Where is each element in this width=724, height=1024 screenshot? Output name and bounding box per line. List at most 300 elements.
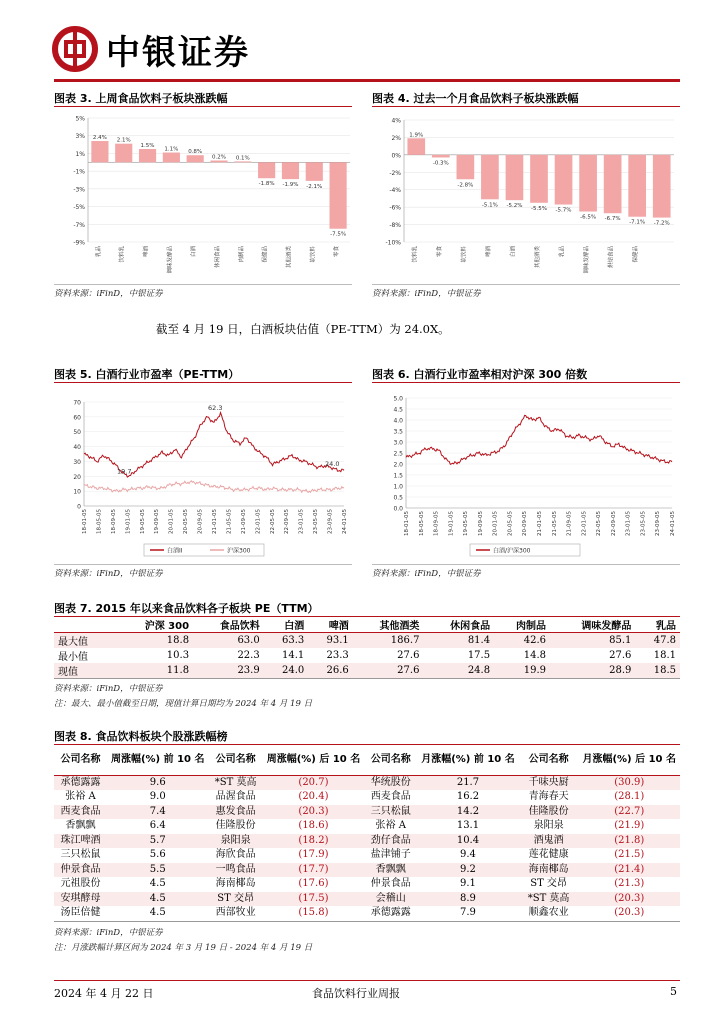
change-cell: (18.6) <box>298 820 329 831</box>
company-name-cell: 香飘飘 <box>375 863 406 875</box>
change-cell: (20.3) <box>298 805 329 817</box>
fig4-chart <box>372 108 680 280</box>
x-tick-label: 19-05-05 <box>463 511 470 536</box>
series-line-白酒/沪深300 <box>406 415 672 464</box>
fig3-chart <box>54 108 354 280</box>
x-tick-label: 乳品 <box>95 246 102 258</box>
fig8-col: 公司名称 <box>60 753 101 765</box>
x-tick-label: 19-09-05 <box>154 509 161 534</box>
change-cell: (18.2) <box>298 834 329 846</box>
change-cell: 7.4 <box>149 805 166 817</box>
change-cell: (15.8) <box>298 907 329 918</box>
change-cell: (20.3) <box>614 892 645 904</box>
change-cell: (17.6) <box>298 878 329 889</box>
data-label: 2.4% <box>92 135 107 142</box>
table-row <box>54 648 680 663</box>
cell: 10.3 <box>166 650 190 661</box>
x-tick-label: 饮料乳 <box>119 246 126 263</box>
x-tick-label: 烘焙食品 <box>608 245 615 269</box>
fig8-table <box>54 745 680 922</box>
change-cell: (21.3) <box>614 878 645 889</box>
company-name-cell: 仲景食品 <box>370 878 411 889</box>
y-tick-label: 1% <box>75 150 85 158</box>
footer-title: 食品饮料行业周报 <box>312 987 400 1000</box>
fig6-rule <box>372 382 680 383</box>
y-tick-label: 40 <box>73 444 81 452</box>
y-tick-label: 0 <box>77 503 81 511</box>
cell: 85.1 <box>609 635 632 646</box>
fig7-col: 休闲食品 <box>450 621 491 632</box>
fig8-col: 公司名称 <box>370 753 411 765</box>
data-label: 0.1% <box>235 155 250 162</box>
fig7-col: 其他酒类 <box>379 621 420 632</box>
page-number: 5 <box>670 985 677 998</box>
change-cell: (21.4) <box>614 863 645 875</box>
fig4-source: 资料来源：iFinD，中银证券 <box>372 289 481 299</box>
company-name-cell: ST 交昂 <box>530 878 567 889</box>
data-label: -2.8% <box>457 182 474 189</box>
bar <box>330 162 347 228</box>
data-label: 1.1% <box>164 146 179 153</box>
data-label: -0.3% <box>432 160 449 167</box>
y-tick-label: 1.0 <box>393 483 403 491</box>
bar <box>282 162 299 179</box>
y-tick-label: 0.0 <box>393 505 403 513</box>
fig7-col: 沪深 300 <box>144 621 190 632</box>
y-tick-label: 3.5 <box>393 428 403 436</box>
company-name-cell: 元祖股份 <box>60 878 101 889</box>
x-tick-label: 21-05-05 <box>226 509 233 534</box>
change-cell: (21.8) <box>614 834 645 846</box>
bar <box>481 155 499 199</box>
data-label: -5.5% <box>531 205 547 212</box>
y-tick-label: 1.5 <box>393 472 403 480</box>
data-label: 0.2% <box>212 154 226 161</box>
legend-label: 白酒/沪深300 <box>493 547 531 555</box>
y-tick-label: 0% <box>391 152 401 160</box>
bar <box>604 155 622 213</box>
x-tick-label: 18-01-05 <box>82 509 88 534</box>
fig8-col: 公司名称 <box>215 753 256 765</box>
fig7-col: 啤酒 <box>328 621 349 632</box>
change-cell: 5.6 <box>149 849 166 860</box>
valuation-paragraph: 截至 4 月 19 日，白酒板块估值（PE-TTM）为 24.0X。 <box>156 322 450 336</box>
change-cell: 6.4 <box>149 820 166 831</box>
change-cell: 7.9 <box>460 907 476 918</box>
y-tick-label: 2.0 <box>393 461 403 469</box>
change-cell: (20.4) <box>298 791 329 802</box>
footer-rule <box>54 980 680 981</box>
change-cell: 4.5 <box>149 878 166 889</box>
company-name-cell: ST 交昂 <box>217 892 254 904</box>
bar <box>530 155 548 203</box>
company-name-cell: 佳隆股份 <box>528 805 569 817</box>
fig8-header-row <box>54 745 680 775</box>
y-tick-label: 4.0 <box>393 417 403 425</box>
company-name-cell: 会稽山 <box>375 892 406 904</box>
bar <box>163 153 180 163</box>
fig8-col: 周涨幅(%) 前 10 名 <box>110 753 205 765</box>
company-name-cell: *ST 莫高 <box>527 892 570 904</box>
table-row <box>54 633 680 649</box>
fig7-note: 注：最大、最小值截至日期，现值计算日期均为 2024 年 4 月 19 日 <box>54 699 313 709</box>
cell: 63.0 <box>237 635 260 646</box>
fig6-chart <box>372 388 678 562</box>
table-row <box>54 834 680 849</box>
x-tick-label: 20-01-05 <box>492 511 499 536</box>
data-label: -5.7% <box>555 207 572 214</box>
y-tick-label: 5% <box>75 115 85 123</box>
company-name-cell: 酒鬼酒 <box>533 834 564 846</box>
fig8-title: 图表 8. 食品饮料板块个股涨跌幅榜 <box>54 730 228 743</box>
y-tick-label: -8% <box>389 222 401 230</box>
cell: 28.9 <box>609 665 632 676</box>
bar <box>234 161 251 162</box>
bar <box>115 144 132 163</box>
fig8-note: 注：月涨跌幅计算区间为 2024 年 3 月 19 日 - 2024 年 4 月 19 日 <box>54 943 313 953</box>
y-tick-label: 60 <box>73 414 81 422</box>
fig7-col: 白酒 <box>284 621 305 632</box>
change-cell: 8.9 <box>460 892 476 904</box>
cell: 63.3 <box>281 635 305 646</box>
legend-label: 白酒II <box>167 547 183 555</box>
x-tick-label: 19-01-05 <box>125 509 132 534</box>
change-cell: (21.5) <box>614 849 645 860</box>
table-row <box>54 863 680 878</box>
annotation: 24.0 <box>325 459 340 468</box>
cell: 18.5 <box>653 665 676 676</box>
change-cell: 14.2 <box>456 805 480 817</box>
data-label: 1.5% <box>140 143 155 149</box>
bar <box>555 155 573 205</box>
data-label: -7.1% <box>629 219 646 226</box>
y-tick-label: 70 <box>73 399 81 407</box>
x-tick-label: 零食 <box>334 246 341 258</box>
fig7-source: 资料来源：iFinD，中银证券 <box>54 684 163 694</box>
change-cell: (17.7) <box>298 863 329 875</box>
fig4-rule <box>372 106 680 107</box>
y-tick-label: 3% <box>75 133 85 141</box>
y-tick-label: 10 <box>73 488 81 496</box>
bar <box>139 149 156 162</box>
company-name-cell: 品渥食品 <box>215 791 256 802</box>
company-name-cell: 西麦食品 <box>370 791 411 802</box>
bar <box>432 155 450 158</box>
company-name-cell: *ST 莫高 <box>214 776 257 788</box>
bar <box>91 141 108 162</box>
fig8-col: 月涨幅(%) 前 10 名 <box>421 753 515 765</box>
cell: 186.7 <box>390 635 420 646</box>
x-tick-label: 20-05-05 <box>183 509 190 534</box>
cell: 24.0 <box>281 665 305 676</box>
cell: 22.3 <box>237 650 260 661</box>
y-tick-label: 30 <box>73 458 81 466</box>
x-tick-label: 软饮料 <box>461 246 468 263</box>
fig4-title: 图表 4. 过去一个月食品饮料子板块涨跌幅 <box>372 92 579 105</box>
fig5-title: 图表 5. 白酒行业市盈率（PE-TTM） <box>54 368 240 381</box>
data-label: -5.2% <box>506 203 523 210</box>
company-name-cell: 华统股份 <box>370 776 411 788</box>
annotation: 62.3 <box>208 404 223 413</box>
fig3-bottom-rule <box>54 284 352 285</box>
y-tick-label: -9% <box>73 239 85 247</box>
footer-date: 2024 年 4 月 22 日 <box>54 987 154 1000</box>
x-tick-label: 调味发酵品 <box>584 246 591 274</box>
x-tick-label: 乳品 <box>559 246 566 258</box>
change-cell: 4.5 <box>149 907 166 918</box>
change-cell: (22.7) <box>614 805 645 817</box>
fig5-rule <box>54 382 352 383</box>
y-tick-label: -10% <box>385 239 401 247</box>
x-tick-label: 19-09-05 <box>477 511 484 536</box>
company-name-cell: 西部牧业 <box>215 907 256 918</box>
x-tick-label: 啤酒 <box>485 246 492 258</box>
company-name-cell: 张裕 A <box>65 791 96 802</box>
x-tick-label: 调味发酵品 <box>167 246 174 274</box>
fig7-col: 肉制品 <box>516 621 546 632</box>
x-tick-label: 白酒 <box>191 246 198 258</box>
x-tick-label: 保健品 <box>262 246 269 263</box>
bar <box>653 155 671 218</box>
company-name-cell: 惠发食品 <box>215 805 256 817</box>
company-name-cell: 珠江啤酒 <box>60 834 101 846</box>
fig7-col: 调味发酵品 <box>581 621 632 632</box>
brand-name: 中银证券 <box>106 32 250 73</box>
fig4-bottom-rule <box>372 284 680 285</box>
data-label: 2.1% <box>116 137 131 144</box>
x-tick-label: 18-09-05 <box>433 511 440 536</box>
fig7-corner <box>54 617 116 633</box>
x-tick-label: 20-09-05 <box>522 511 529 536</box>
change-cell: 13.1 <box>456 820 480 831</box>
company-name-cell: 海南椰岛 <box>215 878 256 889</box>
change-cell: 10.4 <box>456 834 480 846</box>
table-row <box>54 819 680 834</box>
bar <box>628 155 646 217</box>
company-name-cell: 泉阳泉 <box>220 834 251 846</box>
cell: 23.3 <box>326 650 349 661</box>
y-tick-label: 5.0 <box>393 395 403 403</box>
series-line-沪深300 <box>84 481 344 493</box>
fig3-source: 资料来源：iFinD，中银证券 <box>54 289 163 299</box>
company-name-cell: 一鸣食品 <box>215 863 256 875</box>
table-row <box>54 790 680 805</box>
data-label: -2.1% <box>306 183 323 190</box>
row-label: 现值 <box>58 667 78 678</box>
brand-header <box>52 22 250 76</box>
y-tick-label: 2.5 <box>393 450 403 458</box>
cell: 19.9 <box>523 665 546 676</box>
x-tick-label: 23-09-05 <box>327 509 334 534</box>
data-label: 0.8% <box>188 149 203 156</box>
x-tick-label: 19-01-05 <box>448 511 455 536</box>
x-tick-label: 零食 <box>436 246 443 258</box>
data-label: 1.9% <box>409 132 424 139</box>
cell: 42.6 <box>523 635 546 646</box>
y-tick-label: -4% <box>389 187 401 195</box>
x-tick-label: 肉制品 <box>238 246 245 263</box>
row-label: 最小值 <box>58 652 88 663</box>
fig8-col: 月涨幅(%) 后 10 名 <box>582 753 676 765</box>
cell: 18.1 <box>653 650 676 661</box>
company-name-cell: 青海春天 <box>528 791 569 802</box>
x-tick-label: 18-05-05 <box>96 509 103 534</box>
company-name-cell: 莲花健康 <box>528 849 569 860</box>
data-label: -1.9% <box>282 182 299 189</box>
fig7-col: 食品饮料 <box>219 621 260 632</box>
x-tick-label: 23-05-05 <box>313 509 320 534</box>
cell: 23.9 <box>237 665 260 676</box>
company-name-cell: 千味央厨 <box>528 776 569 788</box>
y-tick-label: -1% <box>73 168 85 176</box>
change-cell: 21.7 <box>456 776 480 788</box>
cell: 14.8 <box>523 650 546 661</box>
fig5-source: 资料来源：iFinD，中银证券 <box>54 569 163 579</box>
fig3-title: 图表 3. 上周食品饮料子板块涨跌幅 <box>54 92 228 105</box>
y-tick-label: -2% <box>389 169 401 177</box>
data-label: -7.5% <box>330 231 347 238</box>
x-tick-label: 白酒 <box>510 246 517 258</box>
change-cell: 9.4 <box>460 849 476 860</box>
table-row <box>54 848 680 863</box>
x-tick-label: 23-05-05 <box>640 511 647 536</box>
cell: 27.6 <box>609 650 632 661</box>
company-name-cell: 张裕 A <box>375 820 406 831</box>
y-tick-label: -7% <box>73 221 85 229</box>
x-tick-label: 22-05-05 <box>596 511 603 536</box>
table-row <box>54 663 680 679</box>
change-cell: 4.5 <box>149 892 166 904</box>
fig3-rule <box>54 106 352 107</box>
company-name-cell: 泉阳泉 <box>533 820 564 831</box>
legend-label: 沪深300 <box>227 547 251 555</box>
cell: 26.6 <box>326 665 349 676</box>
x-tick-label: 24-01-05 <box>342 509 348 534</box>
x-tick-label: 20-09-05 <box>197 509 204 534</box>
x-tick-label: 22-09-05 <box>610 511 617 536</box>
company-name-cell: 佳隆股份 <box>215 820 256 831</box>
company-name-cell: 承德露露 <box>60 776 101 788</box>
x-tick-label: 保健品 <box>633 246 640 263</box>
cell: 24.8 <box>467 665 491 676</box>
x-tick-label: 18-05-05 <box>418 511 425 536</box>
x-tick-label: 啤酒 <box>143 246 150 258</box>
fig5-chart <box>54 388 352 562</box>
change-cell: (30.9) <box>614 776 645 788</box>
change-cell: 16.2 <box>456 791 480 802</box>
x-tick-label: 21-01-05 <box>537 511 543 536</box>
y-tick-label: -5% <box>73 204 85 212</box>
change-cell: 5.7 <box>149 834 166 846</box>
bar <box>306 162 323 181</box>
fig7-title: 图表 7. 2015 年以来食品饮料各子板块 PE（TTM） <box>54 602 319 615</box>
data-label: -5.1% <box>481 202 498 209</box>
company-name-cell: 海南椰岛 <box>528 863 569 875</box>
fig8-source: 资料来源：iFinD，中银证券 <box>54 928 163 938</box>
x-tick-label: 18-01-05 <box>404 511 410 536</box>
change-cell: (17.5) <box>298 892 329 904</box>
x-tick-label: 19-05-05 <box>139 509 146 534</box>
company-name-cell: 劲仔食品 <box>370 834 411 846</box>
x-tick-label: 软饮料 <box>310 246 317 263</box>
company-name-cell: 三只松鼠 <box>370 805 411 817</box>
x-tick-label: 22-01-05 <box>255 509 262 534</box>
x-tick-label: 23-01-05 <box>625 511 632 536</box>
x-tick-label: 22-01-05 <box>581 511 588 536</box>
x-tick-label: 22-05-05 <box>269 509 276 534</box>
bar <box>187 155 204 162</box>
cell: 47.8 <box>653 635 676 646</box>
row-label: 最大值 <box>58 637 88 648</box>
change-cell: 9.1 <box>460 878 476 889</box>
y-tick-label: -3% <box>73 186 85 194</box>
fig6-bottom-rule <box>372 564 680 565</box>
x-tick-label: 23-09-05 <box>655 511 662 536</box>
table-row <box>54 877 680 892</box>
company-name-cell: 香飘飘 <box>65 820 96 831</box>
x-tick-label: 18-09-05 <box>110 509 117 534</box>
x-tick-label: 21-01-05 <box>212 509 218 534</box>
company-name-cell: 盐津铺子 <box>370 849 411 860</box>
change-cell: 5.5 <box>149 863 166 875</box>
x-tick-label: 21-09-05 <box>240 509 247 534</box>
y-tick-label: 20 <box>73 473 81 481</box>
company-name-cell: 安琪酵母 <box>60 892 101 904</box>
data-label: -7.2% <box>653 220 670 227</box>
y-tick-label: 2% <box>391 134 401 142</box>
change-cell: (20.3) <box>614 907 645 918</box>
fig7-header-row <box>54 617 680 633</box>
fig8-col: 公司名称 <box>528 753 569 765</box>
x-tick-label: 23-01-05 <box>298 509 305 534</box>
data-label: -6.7% <box>604 216 621 223</box>
bar <box>210 161 227 163</box>
company-name-cell: 汤臣倍健 <box>60 907 101 918</box>
annotation: 19.7 <box>117 467 132 476</box>
fig6-title: 图表 6. 白酒行业市盈率相对沪深 300 倍数 <box>372 368 588 381</box>
cell: 81.4 <box>467 635 491 646</box>
x-tick-label: 饮料乳 <box>412 246 419 263</box>
change-cell: (28.1) <box>614 791 645 802</box>
change-cell: (17.9) <box>298 849 329 860</box>
change-cell: (20.7) <box>298 776 329 788</box>
x-tick-label: 20-05-05 <box>507 511 514 536</box>
x-tick-label: 其他酒类 <box>286 245 293 269</box>
table-row <box>54 775 680 790</box>
fig7-col: 乳品 <box>656 621 676 632</box>
y-tick-label: 0.5 <box>393 494 403 502</box>
boc-logo-icon <box>52 26 98 72</box>
x-tick-label: 20-01-05 <box>168 509 175 534</box>
cell: 17.5 <box>467 650 491 661</box>
y-tick-label: 4.5 <box>393 406 403 414</box>
company-name-cell: 仲景食品 <box>60 863 101 875</box>
x-tick-label: 24-01-05 <box>670 511 676 536</box>
company-name-cell: 顺鑫农业 <box>528 907 569 918</box>
fig6-source: 资料来源：iFinD，中银证券 <box>372 569 481 579</box>
cell: 27.6 <box>397 665 420 676</box>
change-cell: 9.0 <box>149 791 166 802</box>
x-tick-label: 21-09-05 <box>566 511 573 536</box>
data-label: -6.5% <box>580 214 597 221</box>
y-tick-label: -6% <box>389 204 401 212</box>
company-name-cell: 三只松鼠 <box>60 849 101 860</box>
x-tick-label: 休闲食品 <box>215 246 221 269</box>
change-cell: 9.6 <box>149 776 166 788</box>
bar <box>579 155 597 212</box>
fig5-bottom-rule <box>54 564 352 565</box>
change-cell: 9.2 <box>460 863 476 875</box>
